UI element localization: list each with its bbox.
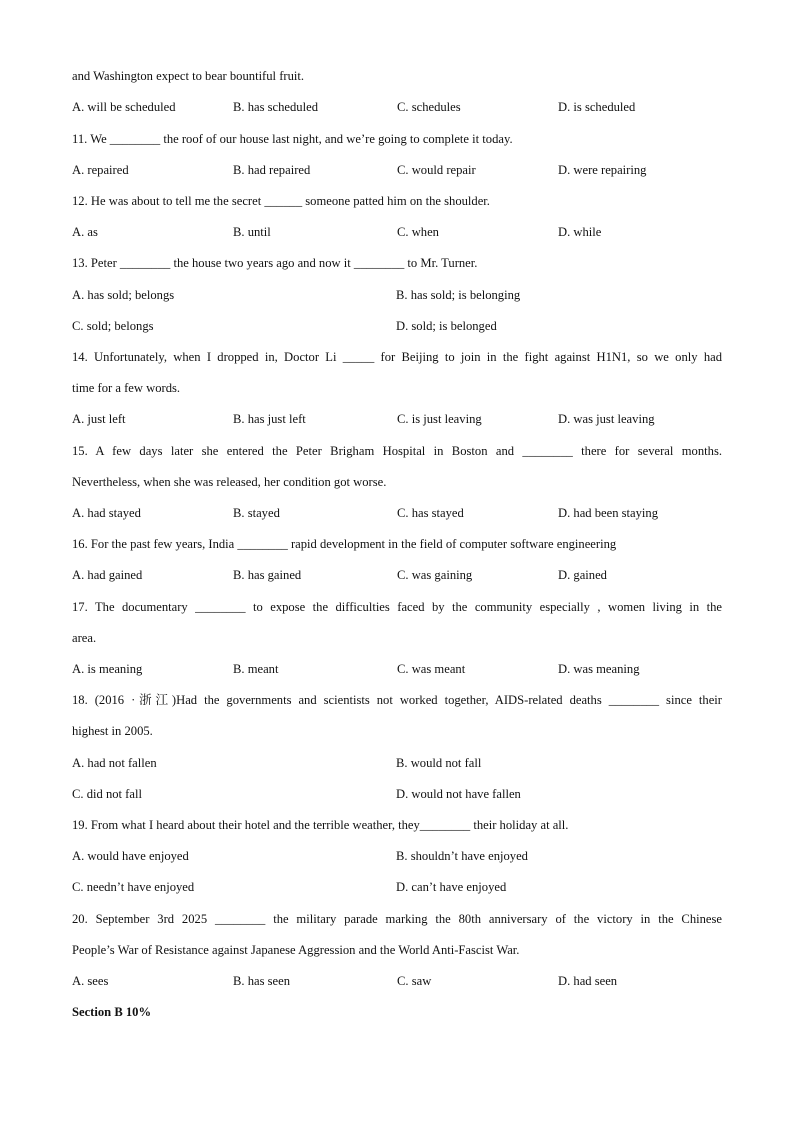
question-15-stem-cont: Nevertheless, when she was released, her condition got worse. bbox=[72, 475, 387, 489]
option-c: C. was gaining bbox=[397, 568, 473, 582]
option-b: B. meant bbox=[233, 662, 279, 676]
option-b: B. until bbox=[233, 225, 271, 239]
question-14-stem: 14. Unfortunately, when I dropped in, Doctor Li _____ for Beijing to join in the fight against H1N1, so we only had bbox=[72, 350, 722, 364]
option-b: B. stayed bbox=[233, 506, 280, 520]
question-18-stem: 18. (2016 ·浙江)Had the governments and scientists not worked together, AIDS-related deaths ________ since their bbox=[72, 693, 722, 707]
option-d: D. sold; is belonged bbox=[396, 319, 497, 333]
option-d: D. had been staying bbox=[558, 506, 659, 520]
option-d: D. had seen bbox=[558, 974, 618, 988]
question-12-stem: 12. He was about to tell me the secret ______ someone patted him on the shoulder. bbox=[72, 194, 490, 208]
option-c: C. has stayed bbox=[397, 506, 464, 520]
question-16-stem: 16. For the past few years, India ________ rapid development in the field of computer software engineering bbox=[72, 537, 617, 551]
option-a: A. had gained bbox=[72, 568, 143, 582]
question-10-stem-end: and Washington expect to bear bountiful fruit. bbox=[72, 69, 305, 83]
option-d: D. while bbox=[558, 225, 602, 239]
option-b: B. has sold; is belonging bbox=[396, 288, 521, 302]
question-13-stem: 13. Peter ________ the house two years ago and now it ________ to Mr. Turner. bbox=[72, 256, 478, 270]
option-d: D. gained bbox=[558, 568, 607, 582]
question-20-stem: 20. September 3rd 2025 ________ the military parade marking the 80th anniversary of the victory in the Chinese bbox=[72, 912, 722, 926]
question-17-stem-cont: area. bbox=[72, 631, 97, 645]
option-a: A. would have enjoyed bbox=[72, 849, 189, 863]
option-d: D. would not have fallen bbox=[396, 787, 521, 801]
section-b-heading: Section B 10% bbox=[72, 1005, 152, 1019]
option-c: C. would repair bbox=[397, 163, 476, 177]
option-a: A. has sold; belongs bbox=[72, 288, 175, 302]
option-a: A. just left bbox=[72, 412, 126, 426]
option-d: D. was meaning bbox=[558, 662, 640, 676]
question-19-stem: 19. From what I heard about their hotel and the terrible weather, they________ their holiday at all. bbox=[72, 818, 569, 832]
option-c: C. when bbox=[397, 225, 439, 239]
option-b: B. has scheduled bbox=[233, 100, 318, 114]
option-a: A. had stayed bbox=[72, 506, 141, 520]
question-11-stem: 11. We ________ the roof of our house last night, and we’re going to complete it today. bbox=[72, 132, 513, 146]
option-c: C. schedules bbox=[397, 100, 461, 114]
option-b: B. would not fall bbox=[396, 756, 482, 770]
option-c: C. needn’t have enjoyed bbox=[72, 880, 195, 894]
option-b: B. shouldn’t have enjoyed bbox=[396, 849, 528, 863]
question-14-stem-cont: time for a few words. bbox=[72, 381, 181, 395]
option-a: A. as bbox=[72, 225, 98, 239]
option-a: A. had not fallen bbox=[72, 756, 157, 770]
option-b: B. has seen bbox=[233, 974, 291, 988]
option-c: C. sold; belongs bbox=[72, 319, 154, 333]
option-b: B. has gained bbox=[233, 568, 302, 582]
question-18-stem-cont: highest in 2005. bbox=[72, 724, 153, 738]
option-b: B. has just left bbox=[233, 412, 306, 426]
question-17-stem: 17. The documentary ________ to expose the difficulties faced by the community especially , women living in the bbox=[72, 600, 722, 614]
option-a: A. repaired bbox=[72, 163, 129, 177]
option-d: D. is scheduled bbox=[558, 100, 636, 114]
option-b: B. had repaired bbox=[233, 163, 311, 177]
question-20-stem-cont: People’s War of Resistance against Japanese Aggression and the World Anti-Fascist War. bbox=[72, 943, 520, 957]
option-c: C. was meant bbox=[397, 662, 466, 676]
option-a: A. will be scheduled bbox=[72, 100, 176, 114]
option-d: D. were repairing bbox=[558, 163, 647, 177]
option-c: C. did not fall bbox=[72, 787, 142, 801]
option-a: A. is meaning bbox=[72, 662, 143, 676]
option-a: A. sees bbox=[72, 974, 109, 988]
option-c: C. saw bbox=[397, 974, 432, 988]
question-15-stem: 15. A few days later she entered the Peter Brigham Hospital in Boston and ________ there for several months. bbox=[72, 444, 722, 458]
option-d: D. can’t have enjoyed bbox=[396, 880, 507, 894]
option-d: D. was just leaving bbox=[558, 412, 655, 426]
option-c: C. is just leaving bbox=[397, 412, 482, 426]
